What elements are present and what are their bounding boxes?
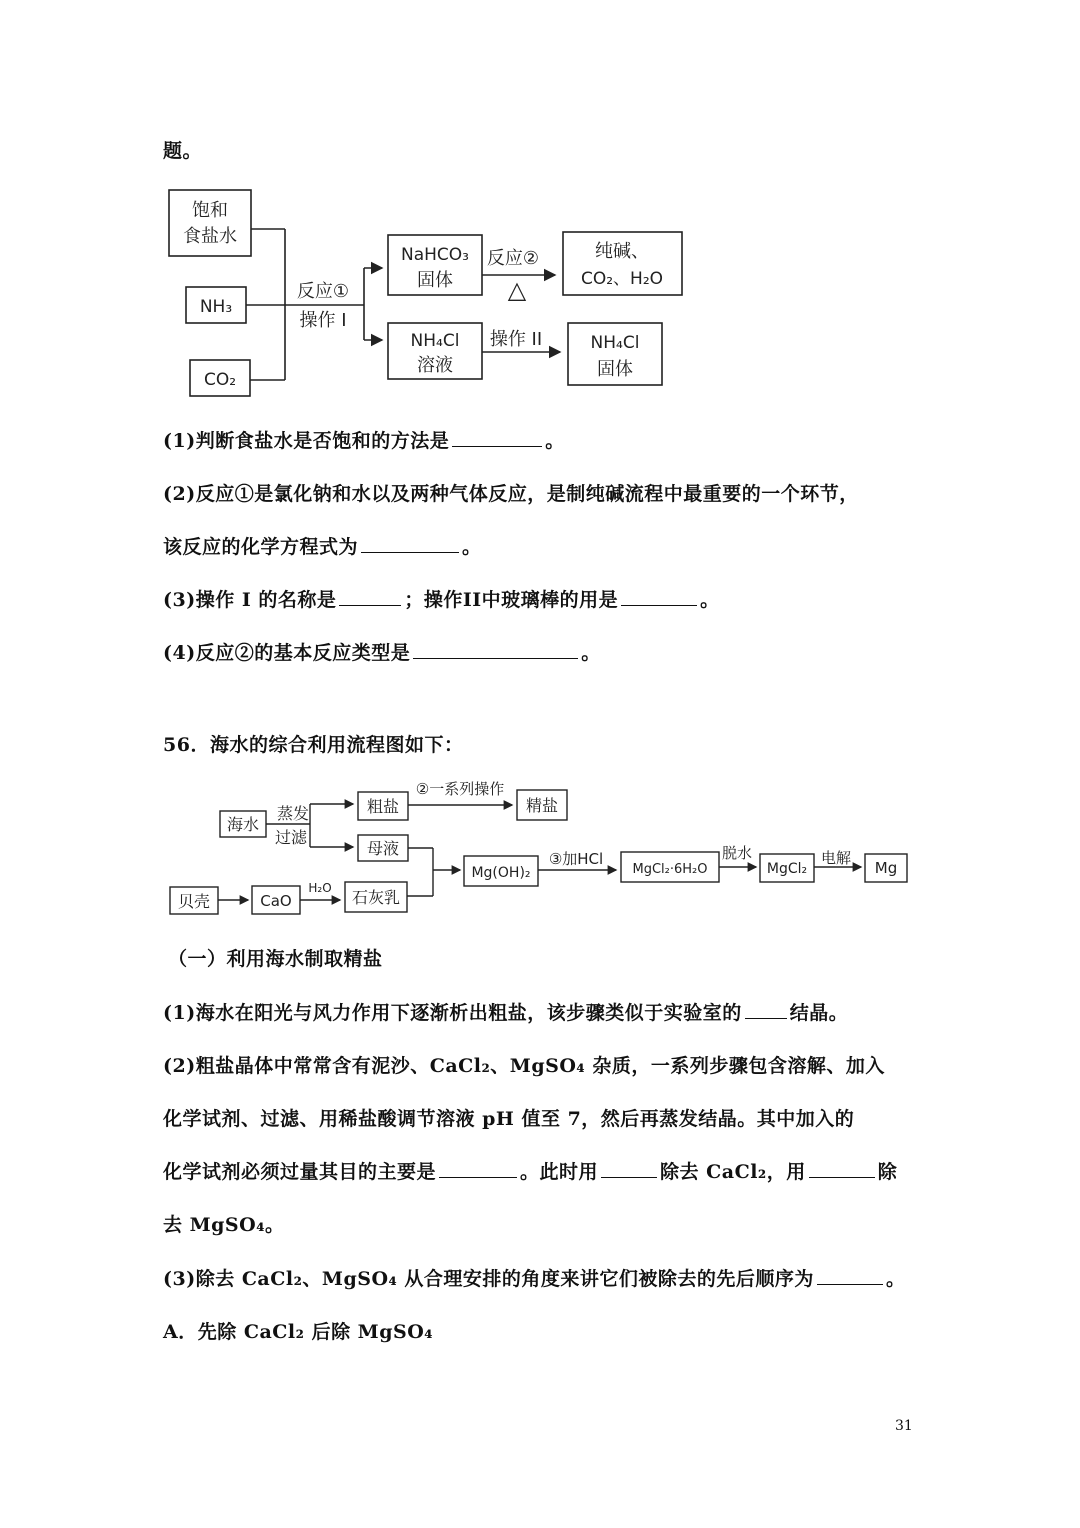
evaporate-label: 蒸发 [276,804,310,823]
q55-part1-text: (1)判断食盐水是否饱和的方法是 [163,430,450,452]
operation2-label: 操作 II [489,329,543,350]
answer-blank [745,998,787,1019]
q55-part2-line1: (2)反应①是氯化钠和水以及两种气体反应，是制纯碱流程中最重要的一个环节， [163,483,859,505]
q55-part1-end: 。 [545,430,565,452]
nh4cl-solution-state-label: 溶液 [417,355,453,376]
products-label-1: 纯碱、 [595,241,649,262]
q55-part3-text: (3)操作 I 的名称是 [163,589,337,611]
q55-part4-text: (4)反应②的基本反应类型是 [163,642,411,664]
nh4cl-solution-label: NH₄Cl [410,331,460,351]
saturated-brine-label-2: 食盐水 [183,226,237,247]
series-operations-label: ②一系列操作 [415,780,505,798]
shell-label: 贝壳 [177,892,211,911]
products-label-2: CO₂、H₂O [580,269,664,289]
page-number: 31 [895,1418,913,1434]
answer-blank [361,532,459,553]
dehydrate-label: 脱水 [721,844,753,862]
mg-label: Mg [874,859,898,877]
q56-part2-text-d: 除 [877,1161,898,1183]
filter-label: 过滤 [274,828,308,847]
q56-part1-text: (1)海水在阳光与风力作用下逐渐析出粗盐，该步骤类似于实验室的 [163,1002,742,1024]
answer-blank [601,1157,657,1178]
reaction1-label: 反应① [296,281,350,302]
q56-part2-line4: 去 MgSO₄。 [163,1214,285,1236]
q56-part2-line2: 化学试剂、过滤、用稀盐酸调节溶液 pH 值至 7，然后再蒸发结晶。其中加入的 [163,1108,855,1130]
q56-part1 [163,998,848,1025]
q55-part2-line2 [163,532,482,559]
seawater-utilization-flow-diagram [160,772,920,922]
q55-part4 [163,638,601,665]
answer-blank [339,585,401,606]
q56-option-a: A．先除 CaCl₂ 后除 MgSO₄ [163,1321,434,1343]
q56-title: 56．海水的综合利用流程图如下： [163,734,464,756]
q56-part3-text: (3)除去 CaCl₂、MgSO₄ 从合理安排的角度来讲它们被除去的先后顺序为 [163,1268,814,1290]
saturated-brine-label-1: 饱和 [192,200,228,221]
answer-blank [413,638,578,659]
cao-label: CaO [260,892,292,910]
electrolysis-label: 电解 [820,849,852,867]
reaction2-label: 反应② [486,248,540,269]
operation1-label: 操作 I [299,310,347,331]
q56-part1-end: 结晶。 [789,1002,849,1024]
mgoh2-label: Mg(OH)₂ [471,865,531,881]
add-hcl-label: ③加HCl [548,850,604,868]
q55-part1 [163,426,565,453]
q56-section1-heading: （一）利用海水制取精盐 [168,948,383,970]
q55-part2-text: 该反应的化学方程式为 [163,536,359,558]
nh3-label: NH₃ [199,297,233,317]
q55-part3 [163,585,720,612]
nahco3-label: NaHCO₃ [401,245,469,265]
refined-salt-label: 精盐 [525,796,559,815]
h2o-label: H₂O [308,881,332,895]
mgcl2-hexahydrate-label: MgCl₂·6H₂O [632,862,708,877]
ammonia-soda-flow-diagram [160,180,700,400]
answer-blank [439,1157,517,1178]
q56-part3 [163,1264,905,1291]
answer-blank [621,585,697,606]
heat-symbol: △ [507,276,527,304]
lime-milk-label: 石灰乳 [351,888,401,907]
q56-part2-text-a: 化学试剂必须过量其目的主要是 [163,1161,437,1183]
q56-part3-end: 。 [885,1268,906,1290]
q55-part2-end: 。 [462,536,482,558]
q56-part2-text-c: 除去 CaCl₂，用 [660,1161,806,1183]
q56-part2-line3 [163,1157,897,1184]
answer-blank [452,426,542,447]
crude-salt-label: 粗盐 [366,797,400,816]
answer-blank [809,1157,875,1178]
seawater-label: 海水 [226,815,260,834]
nh4cl-solid-label: NH₄Cl [590,333,640,353]
q56-part2-line1: (2)粗盐晶体中常常含有泥沙、CaCl₂、MgSO₄ 杂质，一系列步骤包含溶解、加入 [163,1055,885,1077]
q55-part3-mid: ；操作II中玻璃棒的用是 [404,589,619,611]
co2-label: CO₂ [203,370,237,390]
nh4cl-solid-state-label: 固体 [597,359,633,380]
intro-tail: 题。 [163,140,203,162]
q56-part2-text-b: 。此时用 [520,1161,599,1183]
answer-blank [817,1264,883,1285]
q55-part4-end: 。 [581,642,601,664]
nahco3-state-label: 固体 [417,270,453,291]
mother-liquor-label: 母液 [366,839,400,858]
mgcl2-label: MgCl₂ [766,861,808,877]
q55-part3-end: 。 [700,589,720,611]
